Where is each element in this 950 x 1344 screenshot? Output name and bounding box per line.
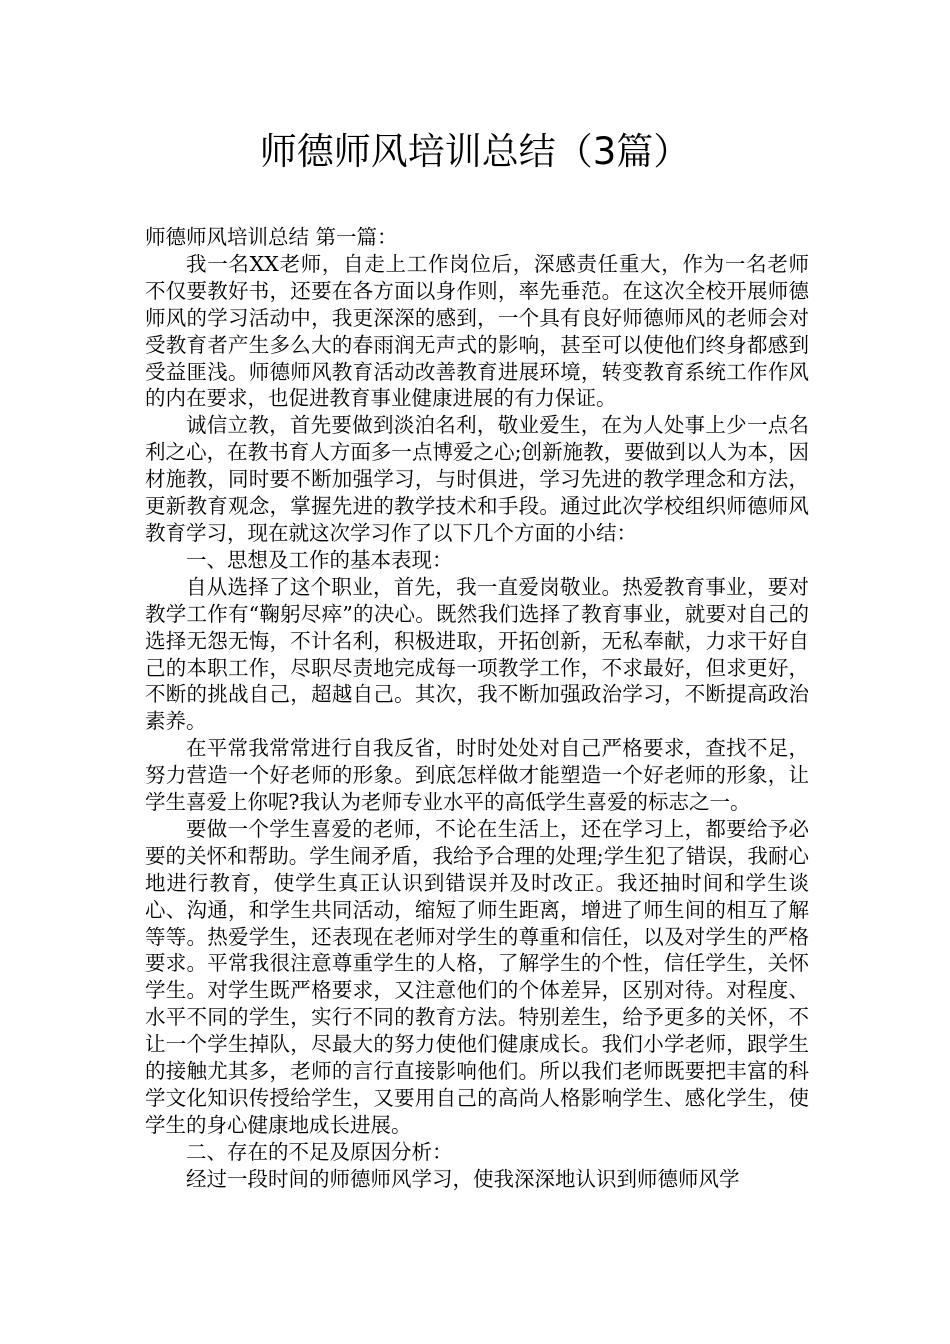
section-heading: 二、存在的不足及原因分析： xyxy=(186,1139,453,1164)
document-body xyxy=(145,224,809,1193)
section-heading-first: 师德师风培训总结 第一篇： xyxy=(145,225,398,249)
body-paragraph: 我一名XX老师，自走上工作岗位后，深感责任重大，作为一名老师不仅要教好书，还要在各方面以身作则，率先垂范。在这次全校开展师德师风的学习活动中，我更深深的感到，一个具有良好师德师风的老师会对受教育者产生多么大的春雨润无声式的影响，甚至可以使他们终身都感到受益匪浅。师德师风教育活动改善教育进展环境，转变教育系统工作作风的内在要求，也促进教育事业健康进展的有力保证。 xyxy=(145,251,809,411)
body-paragraph: 诚信立教，首先要做到淡泊名利，敬业爱生，在为人处事上少一点名利之心，在教书育人方面多一点博爱之心;创新施教，要做到以人为本，因材施教，同时要不断加强学习，与时俱进，学习先进的教学理念和方法，更新教育观念，掌握先进的教学技术和手段。通过此次学校组织师德师风教育学习，现在就这次学习作了以下几个方面的小结： xyxy=(145,413,809,545)
body-paragraph: 自从选择了这个职业，首先，我一直爱岗敬业。热爱教育事业，要对教学工作有“鞠躬尽瘁”的决心。既然我们选择了教育事业，就要对自己的选择无怨无悔，不计名利，积极进取，开拓创新，无私奉献，力求干好自己的本职工作，尽职尽责地完成每一项教学工作，不求最好，但求更好，不断的挑战自己，超越自己。其次，我不断加强政治学习，不断提高政治素养。 xyxy=(145,574,809,734)
document-title: 师德师风培训总结（3篇） xyxy=(259,130,691,173)
body-paragraph: 经过一段时间的师德师风学习，使我深深地认识到师德师风学 xyxy=(186,1166,740,1191)
body-paragraph: 要做一个学生喜爱的老师，不论在生活上，还在学习上，都要给予必要的关怀和帮助。学生闹矛盾，我给予合理的处理;学生犯了错误，我耐心地进行教育，使学生真正认识到错误并及时改正。我还抽时间和学生谈心、沟通，和学生共同活动，缩短了师生距离，增进了师生间的相互了解等等。热爱学生，还表现在老师对学生的尊重和信任，以及对学生的严格要求。平常我很注意尊重学生的人格，了解学生的个性，信任学生，关怀学生。对学生既严格要求，又注意他们的个体差异，区别对待。对程度、水平不同的学生，实行不同的教育方法。特别差生，给予更多的关怀，不让一个学生掉队，尽最大的努力使他们健康成长。我们小学老师，跟学生的接触尤其多，老师的言行直接影响他们。所以我们老师既要把丰富的科学文化知识传授给学生，又要用自己的高尚人格影响学生、感化学生，使学生的身心健康地成长进展。 xyxy=(145,816,809,1137)
body-paragraph: 在平常我常常进行自我反省，时时处处对自己严格要求，查找不足，努力营造一个好老师的形象。到底怎样做才能塑造一个好老师的形象，让学生喜爱上你呢?我认为老师专业水平的高低学生喜爱的标志之一。 xyxy=(145,736,809,815)
section-heading: 一、思想及工作的基本表现： xyxy=(186,547,453,572)
